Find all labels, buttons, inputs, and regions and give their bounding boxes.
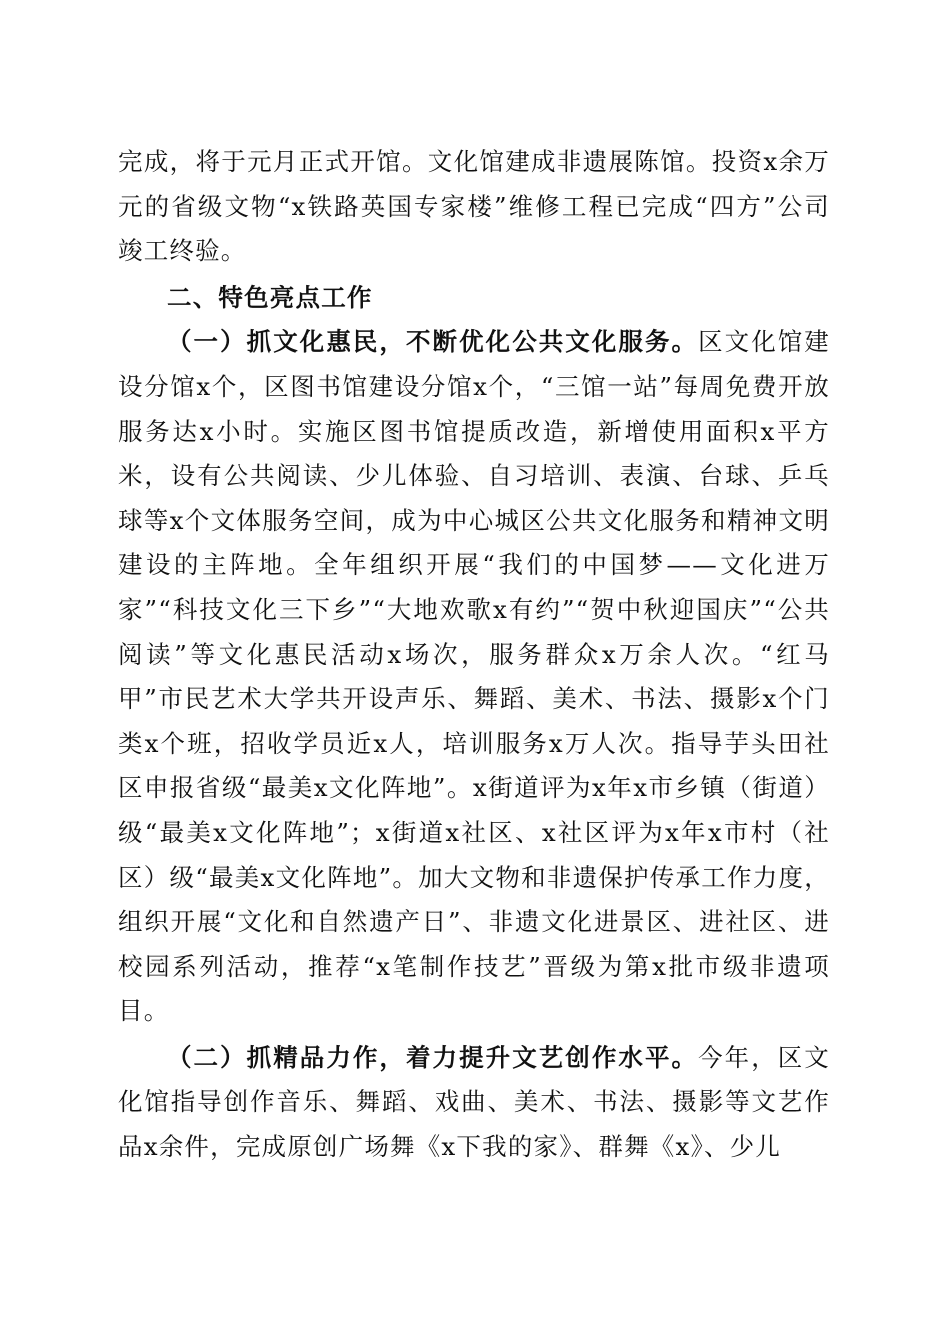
item2-paragraph: [118, 1036, 830, 1170]
document-page: [118, 140, 830, 1170]
item2-lead: （二）抓精品力作，着力提升文艺创作水平。: [167, 1042, 699, 1072]
item1-paragraph: [118, 320, 830, 1034]
section-heading: 二、特色亮点工作: [167, 282, 373, 312]
item1-body: 区文化馆建设分馆x个，区图书馆建设分馆x个，“三馆一站”每周免费开放服务达x小时。实施区图书馆提质改造，新增使用面积x平方米，设有公共阅读、少儿体验、自习培训、表演、台球、乒乓球等x个文体服务空间，成为中心城区公共文化服务和精神文明建设的主阵地。全年组织开展“我们的中国梦——文化进万家”“科技文化三下乡”“大地欢歌x有约”“贺中秋迎国庆”“公共阅读”等文化惠民活动x场次，服务群众x万余人次。“红马甲”市民艺术大学共开设声乐、舞蹈、美术、书法、摄影x个门类x个班，招收学员近x人，培训服务x万人次。指导芋头田社区申报省级“最美x文化阵地”。x街道评为x年x市乡镇（街道）级“最美x文化阵地”；x街道x社区、x社区评为x年x市村（社区）级“最美x文化阵地”。加大文物和非遗保护传承工作力度，组织开展“文化和自然遗产日”、非遗文化进景区、进社区、进校园系列活动，推荐“x笔制作技艺”晋级为第x批市级非遗项目。: [118, 327, 831, 1026]
item1-lead: （一）抓文化惠民，不断优化公共文化服务。: [167, 327, 699, 357]
intro-paragraph: 完成，将于元月正式开馆。文化馆建成非遗展陈馆。投资x余万元的省级文物“x铁路英国专家楼”维修工程已完成“四方”公司竣工终验。: [118, 147, 830, 266]
item2-body: 今年，区文化馆指导创作音乐、舞蹈、戏曲、美术、书法、摄影等文艺作品x余件，完成原创广场舞《x下我的家》、群舞《x》、少儿: [118, 1042, 831, 1162]
